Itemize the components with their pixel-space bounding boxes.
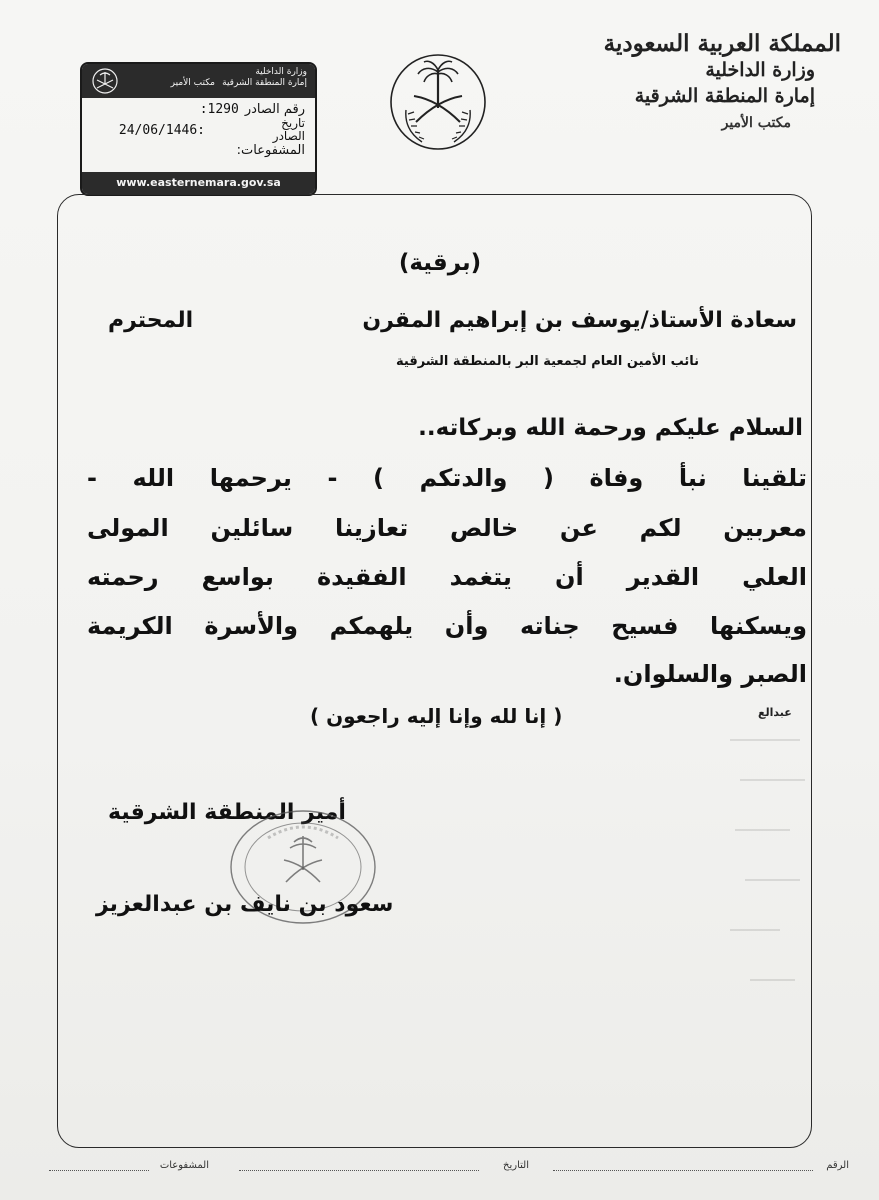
stamp-ref-value: :1290 <box>199 102 239 117</box>
signer-title: أمير المنطقة الشرقية <box>108 800 346 825</box>
stamp-date-label: تاريخ الصادر <box>272 116 305 143</box>
margin-note: عبدالع <box>758 706 792 719</box>
body-line: الصبر والسلوان. <box>613 660 807 688</box>
stamp-header <box>82 64 315 98</box>
body-line: تلقينا نبأ وفاة ( والدتكم ) - يرحمها الله - <box>87 464 807 492</box>
honorific: المحترم <box>108 308 194 333</box>
office-name: مكتب الأمير <box>721 115 791 131</box>
stamp-date-value: 24/06/1446: <box>118 123 205 138</box>
footer-ref-label: الرقم <box>826 1160 849 1171</box>
stamp-emirate: إمارة المنطقة الشرقية <box>222 78 307 88</box>
emirate-name: إمارة المنطقة الشرقية <box>634 85 815 107</box>
stamp-attachments-row <box>90 143 305 158</box>
stamp-emblem-icon <box>88 66 122 96</box>
body-line: ويسكنها فسيح جناته وأن يلهمكم والأسرة الكريمة <box>87 612 807 640</box>
kingdom-name: المملكة العربية السعودية <box>603 30 841 57</box>
stamp-website: www.easternemara.gov.sa <box>82 172 315 194</box>
ministry-header <box>591 30 841 131</box>
body-line: العلي القدير أن يتغمد الفقيدة بواسع رحمته <box>87 563 807 591</box>
footer-attachments-label: المشفوعات <box>159 1160 209 1171</box>
addressee-name: سعادة الأستاذ/يوسف بن إبراهيم المقرن <box>362 308 797 333</box>
stamp-attachments-label: المشفوعات: <box>236 143 305 158</box>
ministry-name: وزارة الداخلية <box>705 59 815 81</box>
signer-name: سعود بن نايف بن عبدالعزيز <box>96 892 394 917</box>
outgoing-stamp <box>80 62 317 196</box>
page-footer <box>40 1160 849 1180</box>
stamp-ministry: وزارة الداخلية <box>255 67 307 77</box>
greeting: السلام عليكم ورحمة الله وبركاته.. <box>418 415 803 441</box>
bleed-through-marks <box>720 720 810 1040</box>
letter-title: (برقية) <box>398 250 482 276</box>
addressee-position: نائب الأمين العام لجمعية البر بالمنطقة الشرقية <box>396 354 699 369</box>
stamp-fields <box>90 102 305 158</box>
stamp-ref-row <box>90 102 305 117</box>
stamp-date-row <box>90 117 305 143</box>
body-line: معربين لكم عن خالص تعازينا سائلين المولى <box>87 514 807 542</box>
saudi-emblem-icon <box>388 50 488 154</box>
footer-date-label: التاريخ <box>503 1160 529 1171</box>
quran-verse: ( إنا لله وإنا إليه راجعون ) <box>310 704 563 728</box>
stamp-ref-label: رقم الصادر <box>244 102 305 117</box>
stamp-office: مكتب الأمير <box>170 78 215 88</box>
